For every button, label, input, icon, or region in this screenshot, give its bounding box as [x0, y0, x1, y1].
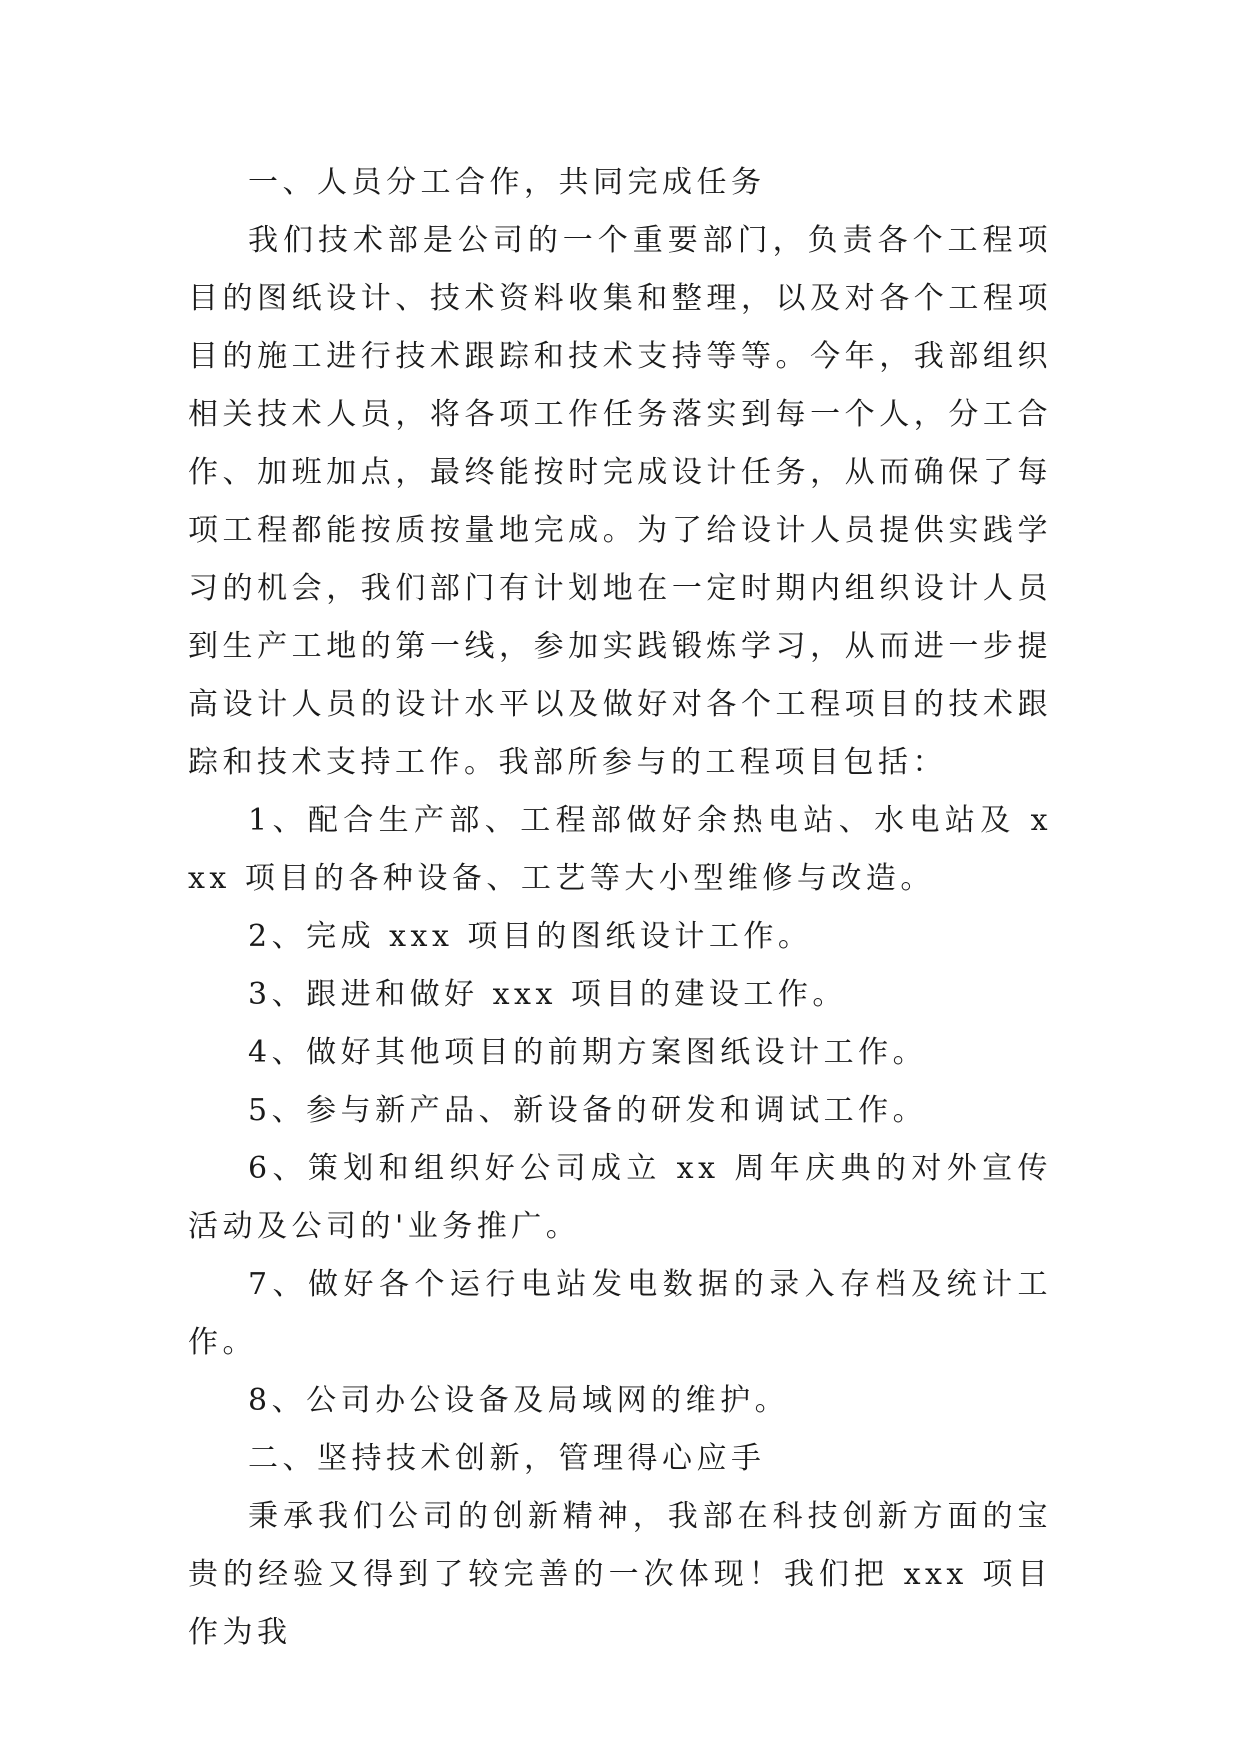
document-body	[188, 154, 1052, 1662]
list-item-1: 1、配合生产部、工程部做好余热电站、水电站及 xxx 项目的各种设备、工艺等大小型维修与改造。	[188, 803, 1052, 896]
innovation-paragraph: 秉承我们公司的创新精神，我部在科技创新方面的宝贵的经验又得到了较完善的一次体现！我们把 xxx 项目作为我	[188, 1499, 1052, 1650]
list-item-5: 5、参与新产品、新设备的研发和调试工作。	[248, 1093, 928, 1128]
list-item-8: 8、公司办公设备及局域网的维护。	[248, 1383, 790, 1418]
intro-paragraph: 我们技术部是公司的一个重要部门，负责各个工程项目的图纸设计、技术资料收集和整理，以及对各个工程项目的施工进行技术跟踪和技术支持等等。今年，我部组织相关技术人员，将各项工作任务落实到每一个人，分工合作、加班加点，最终能按时完成设计任务，从而确保了每项工程都能按质按量地完成。为了给设计人员提供实践学习的机会，我们部门有计划地在一定时期内组织设计人员到生产工地的第一线，参加实践锻炼学习，从而进一步提高设计人员的设计水平以及做好对各个工程项目的技术跟踪和技术支持工作。我部所参与的工程项目包括：	[188, 223, 1052, 780]
list-item-3: 3、跟进和做好 xxx 项目的建设工作。	[248, 977, 847, 1012]
section-heading-1: 一、人员分工合作，共同完成任务	[248, 165, 766, 200]
list-item-6: 6、策划和组织好公司成立 xx 周年庆典的对外宣传活动及公司的'业务推广。	[188, 1151, 1052, 1244]
list-item-7: 7、做好各个运行电站发电数据的录入存档及统计工作。	[188, 1267, 1052, 1360]
list-item-4: 4、做好其他项目的前期方案图纸设计工作。	[248, 1035, 928, 1070]
section-heading-2: 二、坚持技术创新，管理得心应手	[248, 1441, 766, 1476]
list-item-2: 2、完成 xxx 项目的图纸设计工作。	[248, 919, 813, 954]
